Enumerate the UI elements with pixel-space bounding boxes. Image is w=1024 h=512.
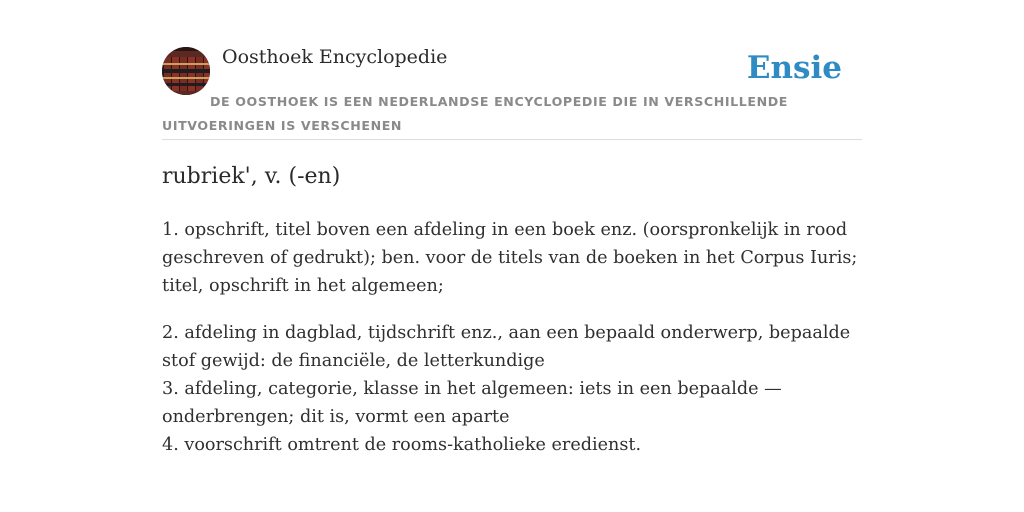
definition-item-4: 4. voorschrift omtrent de rooms-katholieke eredienst. — [162, 435, 642, 455]
encyclopedia-books-icon — [162, 47, 210, 95]
source-description: DE OOSTHOEK IS EEN NEDERLANDSE ENCYCLOPEDIE DIE IN VERSCHILLENDE UITVOERINGEN IS VERSCHENEN — [162, 94, 789, 133]
definition-paragraph-1: 1. opschrift, titel boven een afdeling in een boek enz. (oorspronkelijk in rood geschreven of gedrukt); ben. voor de titels van de boeken in het Corpus Iuris; titel, opschrift in het algemeen; — [162, 220, 858, 296]
entry-headword: rubriek', v. (-en) — [162, 164, 341, 189]
source-title[interactable]: Oosthoek Encyclopedie — [222, 46, 448, 68]
header-divider — [162, 139, 862, 140]
source-avatar — [162, 47, 210, 95]
ensie-logo[interactable]: Ensie — [746, 50, 842, 86]
definition-item-2: 2. afdeling in dagblad, tijdschrift enz., aan een bepaald onderwerp, bepaalde stof gewijd: de financiële, de letterkundige — [162, 323, 851, 371]
definition-paragraph-2 — [162, 319, 862, 459]
definition-item-3: 3. afdeling, categorie, klasse in het algemeen: iets in een bepaalde — onderbrengen; dit is, vormt een aparte — [162, 379, 782, 427]
